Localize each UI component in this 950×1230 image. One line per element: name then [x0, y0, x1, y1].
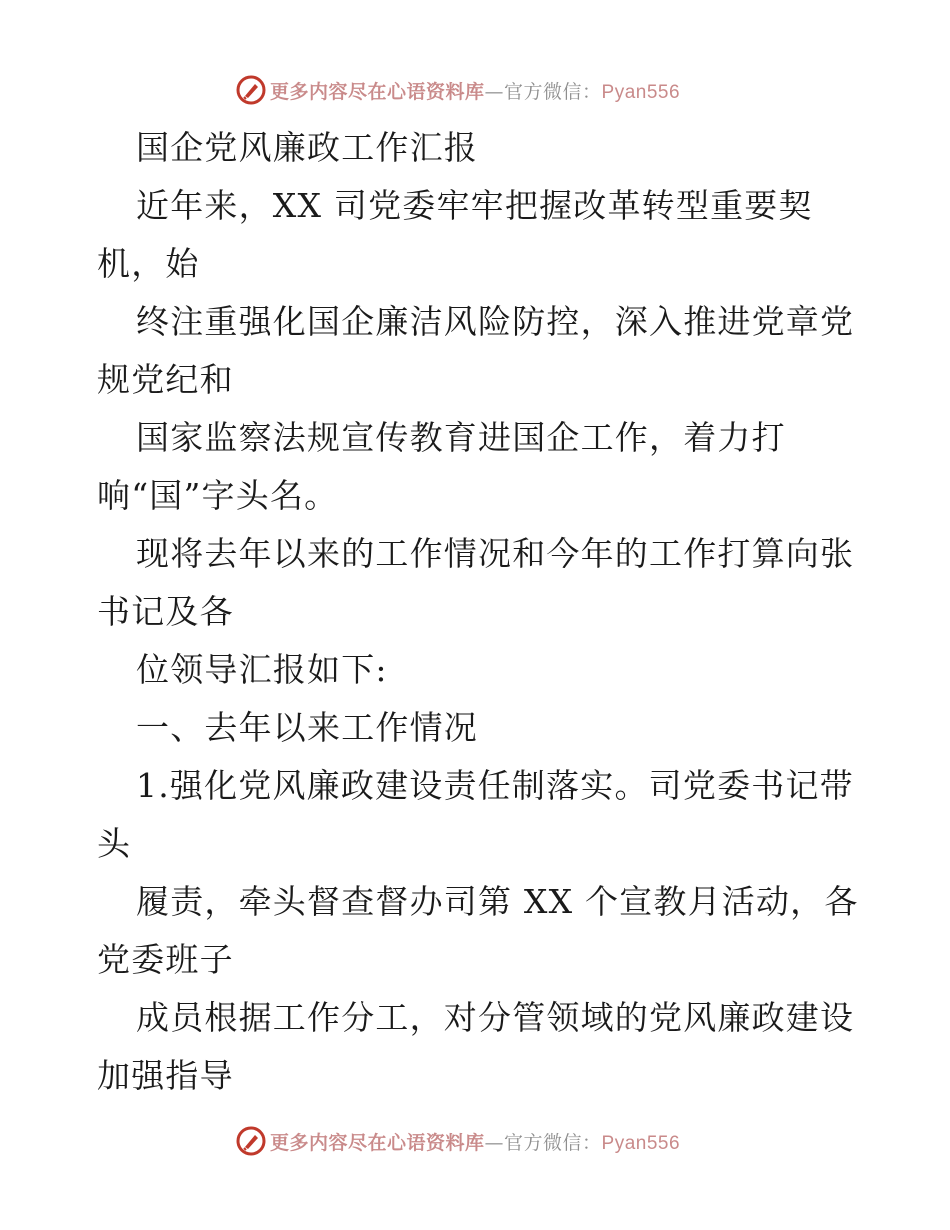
paragraph-line: 书记及各	[97, 592, 234, 631]
watermark-id: Pyan556	[601, 1132, 681, 1154]
pen-logo-icon	[236, 1126, 266, 1156]
paragraph-line: 党委班子	[97, 940, 234, 979]
paragraph-line: 现将去年以来的工作情况和今年的工作打算向张	[136, 534, 855, 573]
paragraph-line: 机，始	[97, 244, 200, 283]
footer-watermark	[236, 1124, 680, 1158]
paragraph-line: 近年来，XX 司党委牢牢把握改革转型重要契	[136, 186, 813, 225]
paragraph-line: 履责，牵头督查督办司第 XX 个宣教月活动，各	[136, 882, 859, 921]
watermark-main: 更多内容尽在心语资料库	[270, 80, 485, 103]
watermark-official: 官方微信：	[504, 80, 602, 103]
paragraph-line: 终注重强化国企廉洁风险防控，深入推进党章党	[136, 302, 855, 341]
watermark-text	[270, 1128, 680, 1155]
document-title: 国企党风廉政工作汇报	[136, 128, 478, 167]
paragraph-line: 头	[97, 824, 132, 863]
paragraph-line: 1.强化党风廉政建设责任制落实。司党委书记带	[136, 766, 854, 805]
paragraph-line: 国家监察法规宣传教育进国企工作，着力打	[136, 418, 786, 457]
watermark-official: 官方微信：	[504, 1131, 602, 1154]
paragraph-line: 成员根据工作分工，对分管领域的党风廉政建设	[136, 998, 855, 1037]
watermark-id: Pyan556	[601, 81, 681, 103]
watermark-dash: —	[484, 80, 505, 103]
paragraph-line: 响“国”字头名。	[97, 476, 339, 515]
watermark-main: 更多内容尽在心语资料库	[270, 1131, 485, 1154]
paragraph-line: 规党纪和	[97, 360, 234, 399]
pen-logo-icon	[236, 75, 266, 105]
section-heading: 一、去年以来工作情况	[136, 708, 478, 747]
header-watermark	[236, 73, 680, 107]
paragraph-line: 加强指导	[97, 1056, 234, 1095]
watermark-text	[270, 77, 680, 104]
paragraph-line: 位领导汇报如下:	[136, 650, 388, 689]
watermark-dash: —	[484, 1131, 505, 1154]
